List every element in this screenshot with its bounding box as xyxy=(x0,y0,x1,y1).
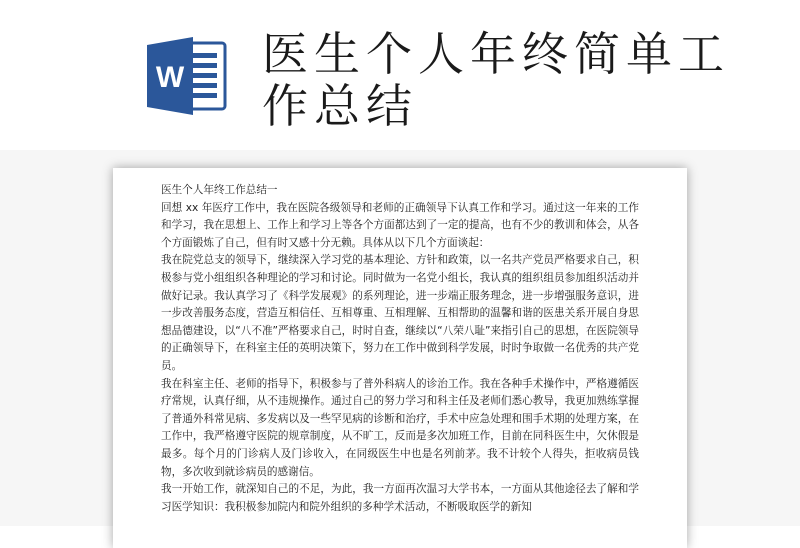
word-icon-letter: W xyxy=(155,61,185,94)
paragraph: 我在科室主任、老师的指导下，积极参与了普外科病人的诊治工作。我在各种手术操作中，严格遵循医疗常规，认真仔细，从不违规操作。通过自己的努力学习和科主任及老师们悉心教导，我更加熟练掌握了普通外科常见病、多发病以及一些罕见病的诊断和治疗，手术中应急处理和围手术期的处理方案，在工作中，我严格遵守医院的规章制度，从不旷工，反而是多次加班工作，目前在同科医生中，欠休假是最多。每个月的门诊病人及门诊收入，在同级医生中也是名列前茅。我不计较个人得失，拒收病员钱物，多次收到就诊病员的感谢信。 xyxy=(161,377,639,478)
document-page xyxy=(113,168,687,548)
paragraph: 回想 xx 年医疗工作中，我在医院各级领导和老师的正确领导下认真工作和学习。通过这一年来的工作和学习，我在思想上、工作上和学习上等各个方面都达到了一定的提高，也有不少的教训和体会，从各个方面锻炼了自己，但有时又感十分无赖。具体从以下几个方面谈起： xyxy=(161,201,639,249)
paragraph: 我在院党总支的领导下，继续深入学习党的基本理论、方针和政策，以一名共产党员严格要求自己，积极参与党小组组织各种理论的学习和讨论。同时做为一名党小组长，我认真的组织组员参加组织活动并做好记录。我认真学习了《科学发展观》的系列理论，进一步端正服务理念，进一步增强服务意识，进一步改善服务态度，营造互相信任、互相尊重、互相理解、互相帮助的温馨和谐的医患关系开展自身思想品德建设，以“八不准”严格要求自己，时时自查，继续以“八荣八耻”来指引自己的思想，在医院领导的正确领导下，在科室主任的英明决策下，努力在工作中做到科学发展，时时争取做一名优秀的共产党员。 xyxy=(161,254,639,372)
word-document-icon xyxy=(145,35,229,117)
document-heading: 医生个人年终工作总结一 xyxy=(161,184,278,196)
page-title: 医生个人年终简单工作总结 xyxy=(262,27,730,133)
document-body xyxy=(161,182,639,516)
paragraph: 我一开始工作，就深知自己的不足，为此，我一方面再次温习大学书本，一方面从其他途径去了解和学习医学知识：我积极参加院内和院外组织的多种学术活动，不断吸取医学的新知 xyxy=(161,483,639,513)
header xyxy=(0,0,800,150)
